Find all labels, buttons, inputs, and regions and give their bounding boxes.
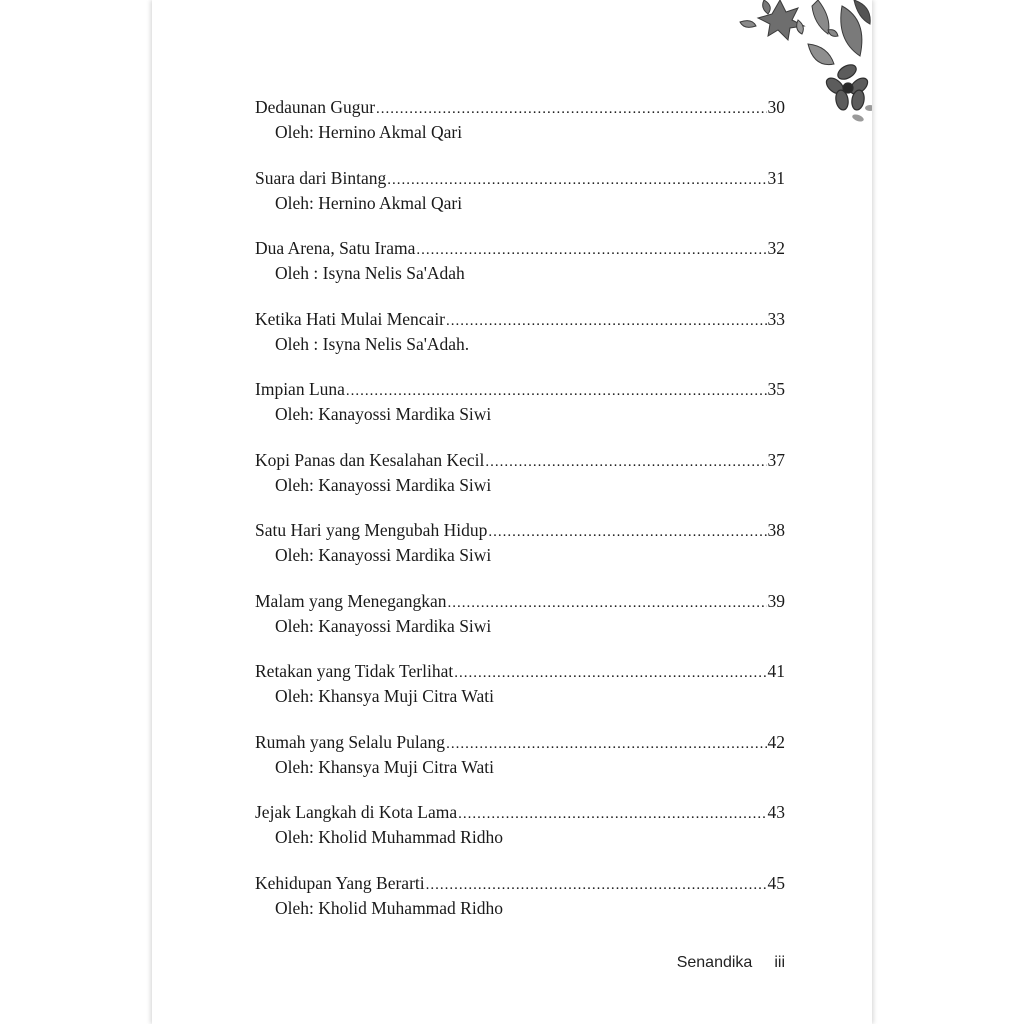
toc-entry[interactable]: [255, 378, 785, 449]
footer-book-title: Senandika: [676, 954, 753, 971]
toc-line: [255, 519, 785, 544]
toc-entry[interactable]: [255, 660, 785, 731]
table-of-contents: [255, 96, 785, 942]
toc-title: Malam yang Menegangkan: [255, 590, 447, 611]
toc-line: [255, 167, 785, 192]
toc-line: [255, 96, 785, 121]
leader-dots: [447, 592, 766, 615]
toc-title: Jejak Langkah di Kota Lama: [255, 802, 458, 822]
toc-title: Ketika Hati Mulai Mencair: [255, 308, 446, 329]
toc-page-number: 43: [767, 802, 785, 822]
toc-line: [255, 731, 785, 756]
leader-dots: [454, 662, 766, 685]
toc-line: [255, 378, 785, 403]
toc-page-number: 33: [767, 308, 785, 329]
toc-author: Oleh: Kanayossi Mardika Siwi: [275, 474, 492, 495]
leader-dots: [458, 803, 766, 826]
toc-line: [255, 801, 785, 826]
toc-author: Oleh: Kanayossi Mardika Siwi: [275, 545, 492, 565]
leader-dots: [446, 733, 766, 756]
toc-line: [255, 660, 785, 685]
toc-page-number: 39: [767, 590, 785, 611]
toc-page-number: 32: [767, 238, 785, 258]
toc-entry[interactable]: [255, 449, 785, 520]
toc-author: Oleh: Khansya Muji Citra Wati: [275, 686, 494, 706]
toc-line: [255, 449, 785, 474]
toc-title: Impian Luna: [255, 379, 345, 399]
leader-dots: [376, 98, 766, 121]
toc-entry[interactable]: [255, 96, 785, 167]
toc-entry[interactable]: [255, 308, 785, 379]
toc-author: Oleh: Kholid Muhammad Ridho: [275, 827, 503, 847]
toc-page-number: 35: [767, 379, 785, 399]
toc-entry[interactable]: [255, 590, 785, 661]
toc-page-number: 37: [767, 449, 785, 470]
toc-title: Kehidupan Yang Berarti: [255, 872, 425, 893]
toc-title: Rumah yang Selalu Pulang: [255, 731, 446, 752]
leader-dots: [426, 874, 767, 897]
toc-page-number: 30: [767, 97, 785, 117]
toc-entry[interactable]: [255, 237, 785, 308]
leader-dots: [446, 310, 766, 333]
toc-title: Retakan yang Tidak Terlihat: [255, 661, 454, 681]
toc-page-number: 38: [767, 520, 785, 540]
toc-author: Oleh : Isyna Nelis Sa'Adah.: [275, 333, 470, 354]
toc-entry[interactable]: [255, 872, 785, 943]
toc-author: Oleh: Kholid Muhammad Ridho: [275, 897, 503, 918]
toc-author: Oleh: Kanayossi Mardika Siwi: [275, 615, 492, 636]
toc-line: [255, 237, 785, 262]
toc-entry[interactable]: [255, 801, 785, 872]
toc-author: Oleh: Kanayossi Mardika Siwi: [275, 404, 492, 424]
toc-title: Satu Hari yang Mengubah Hidup: [255, 520, 488, 540]
book-page: [152, 0, 872, 1024]
toc-line: [255, 308, 785, 333]
toc-line: [255, 872, 785, 897]
footer-page-number: iii: [774, 954, 785, 971]
toc-title: Dua Arena, Satu Irama: [255, 238, 416, 258]
toc-entry[interactable]: [255, 167, 785, 238]
toc-page-number: 45: [767, 872, 785, 893]
leader-dots: [346, 380, 767, 403]
toc-page-number: 42: [767, 731, 785, 752]
toc-entry[interactable]: [255, 731, 785, 802]
toc-entry[interactable]: [255, 519, 785, 590]
toc-author: Oleh: Khansya Muji Citra Wati: [275, 756, 494, 777]
leader-dots: [488, 521, 766, 544]
toc-author: Oleh: Hernino Akmal Qari: [275, 122, 463, 142]
toc-line: [255, 590, 785, 615]
toc-page-number: 31: [767, 167, 785, 188]
toc-title: Suara dari Bintang: [255, 167, 387, 188]
page-footer: [632, 954, 785, 972]
leader-dots: [387, 169, 766, 192]
leader-dots: [416, 239, 766, 262]
toc-author: Oleh: Hernino Akmal Qari: [275, 192, 463, 213]
toc-title: Dedaunan Gugur: [255, 97, 376, 117]
toc-author: Oleh : Isyna Nelis Sa'Adah: [275, 263, 465, 283]
leader-dots: [485, 451, 766, 474]
toc-page-number: 41: [767, 661, 785, 681]
toc-title: Kopi Panas dan Kesalahan Kecil: [255, 449, 485, 470]
